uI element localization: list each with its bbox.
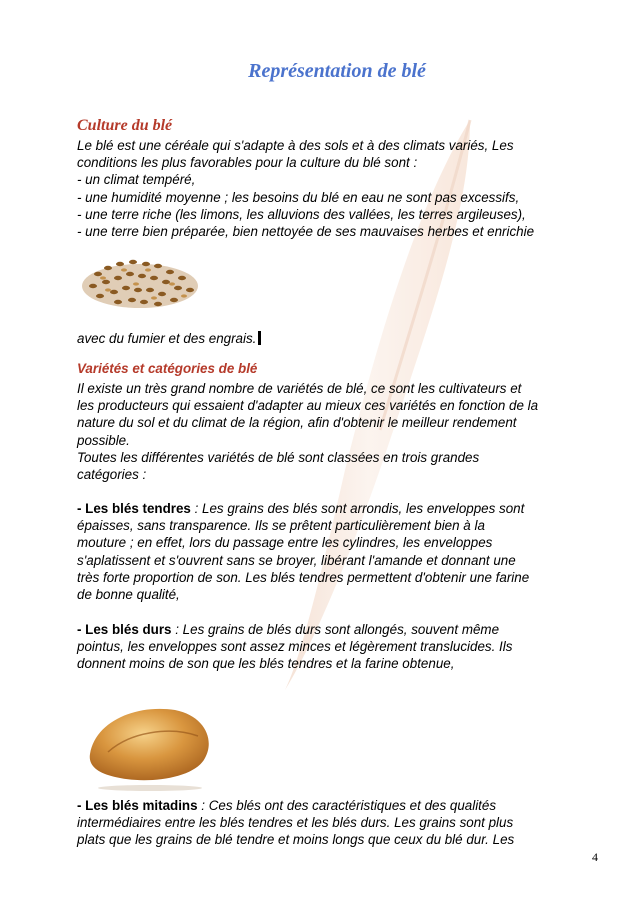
- term-bles-tendres: - Les blés tendres: [77, 501, 191, 516]
- paragraph-fumier-text: avec du fumier et des engrais.: [77, 331, 257, 346]
- term-bles-durs: - Les blés durs: [77, 622, 172, 637]
- paragraph-culture: Le blé est une céréale qui s'adapte à des sols et à des climats variés, Les conditions les plus favorables pour la culture du blé sont : - un climat tempéré, - une humidité moyenne ; les besoins du blé en eau ne sont pas excessifs, - une terre riche (les limons, les alluvions des vallées, les terres argileuses), - une terre bien préparée, bien nettoyée de ses mauvaises herbes et enrichie: [77, 138, 535, 240]
- text-cursor: [258, 331, 261, 345]
- section-title-culture: Culture du blé: [77, 117, 173, 134]
- term-bles-mitadins: - Les blés mitadins: [77, 798, 198, 813]
- paragraph-bles-mitadins: [77, 797, 607, 849]
- text-bles-durs: : Les grains de blés durs sont allongés, souvent même pointus, les enveloppes sont assez minces et légèrement translucides. Ils donnent moins de son que les blés tendres et la farine obtenue,: [77, 622, 513, 672]
- page-title: Représentation de blé: [248, 60, 426, 82]
- text-bles-tendres: : Les grains des blés sont arrondis, les enveloppes sont épaisses, sans transparence. Ils se prêtent particulièrement bien à la mouture ; en effet, lors du passage entre les cylindres, les enveloppes s'aplatissent et s'ouvrent sans se broyer, libérant l'amande et donnant une très forte proportion de son. Les blés tendres permettent d'obtenir une farine de bonne qualité,: [77, 501, 530, 603]
- wheat-seeds-pile-image: [78, 244, 208, 324]
- paragraph-fumier: [77, 330, 261, 347]
- text-bles-mitadins: : Ces blés ont des caractéristiques et des qualités intermédiaires entre les blés tendres et les blés durs. Les grains sont plus plats que les grains de blé tendre et moins longs que ceux du blé dur. Les: [77, 798, 515, 848]
- section-title-varietes: Variétés et catégories de blé: [77, 361, 258, 376]
- paragraph-varietes: Il existe un très grand nombre de variétés de blé, ce sont les cultivateurs et les producteurs qui essaient d'adapter au mieux ces variétés en fonction de la nature du sol et du climat de la région, afin d'obtenir le meilleur rendement possible. Toutes les différentes variétés de blé sont classées en trois grandes catégories :: [77, 381, 539, 483]
- wheat-grain-image: [80, 692, 220, 792]
- paragraph-bles-tendres: [77, 500, 607, 603]
- paragraph-bles-durs: [77, 621, 607, 673]
- page-number: 4: [592, 850, 598, 864]
